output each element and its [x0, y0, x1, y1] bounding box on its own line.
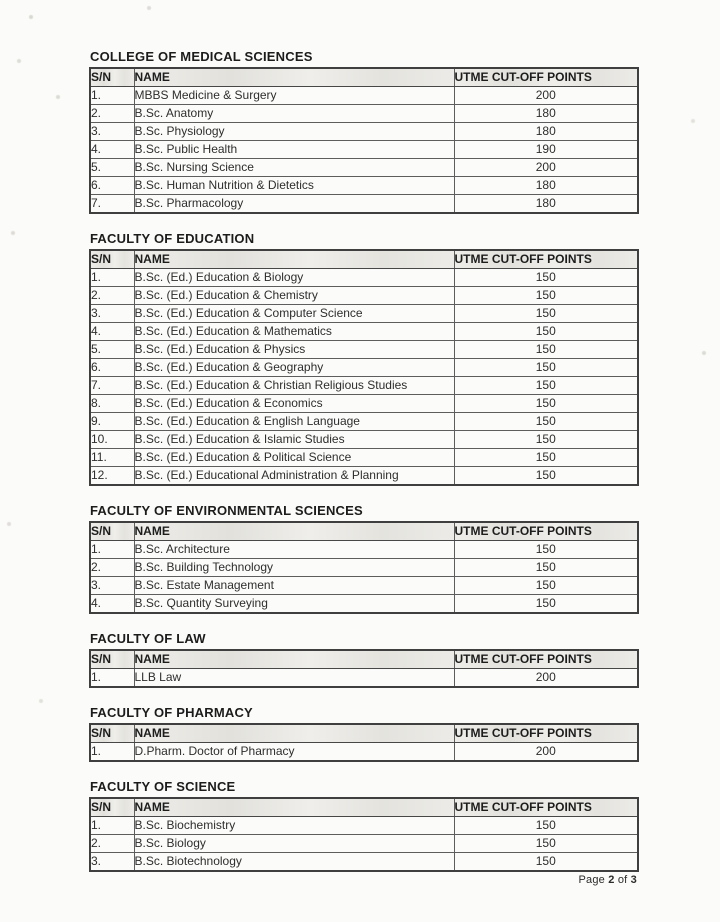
cell-programme-name: B.Sc. (Ed.) Education & Economics: [134, 395, 454, 413]
cell-cutoff-points: 150: [454, 341, 638, 359]
table-row: [90, 577, 638, 595]
column-header-name: NAME: [134, 522, 454, 541]
faculty-title: FACULTY OF PHARMACY: [90, 705, 253, 720]
cell-programme-name: B.Sc. Biology: [134, 835, 454, 853]
table-row: [90, 541, 638, 559]
cell-cutoff-points: 150: [454, 287, 638, 305]
cell-cutoff-points: 200: [454, 669, 638, 688]
column-header-sn: S/N: [90, 798, 134, 817]
table-row: [90, 269, 638, 287]
cell-programme-name: B.Sc. (Ed.) Education & Biology: [134, 269, 454, 287]
table-row: [90, 141, 638, 159]
cell-programme-name: D.Pharm. Doctor of Pharmacy: [134, 743, 454, 762]
table-row: [90, 467, 638, 486]
page-footer: [89, 874, 637, 886]
cell-programme-name: B.Sc. Biotechnology: [134, 853, 454, 872]
cell-programme-name: B.Sc. (Ed.) Education & Computer Science: [134, 305, 454, 323]
table-header-row: [90, 798, 638, 817]
cell-serial-number: 6.: [90, 359, 134, 377]
column-header-name: NAME: [134, 724, 454, 743]
table-header-row: [90, 250, 638, 269]
table-row: [90, 377, 638, 395]
faculty-title: FACULTY OF SCIENCE: [90, 779, 236, 794]
cell-serial-number: 12.: [90, 467, 134, 486]
cutoff-table: [89, 797, 639, 872]
cell-programme-name: B.Sc. Human Nutrition & Dietetics: [134, 177, 454, 195]
table-row: [90, 595, 638, 614]
cell-programme-name: B.Sc. (Ed.) Education & English Language: [134, 413, 454, 431]
cell-serial-number: 1.: [90, 743, 134, 762]
footer-total-pages: 3: [630, 874, 637, 886]
column-header-sn: S/N: [90, 68, 134, 87]
table-row: [90, 449, 638, 467]
faculty-title: FACULTY OF ENVIRONMENTAL SCIENCES: [90, 503, 363, 518]
cell-programme-name: B.Sc. Biochemistry: [134, 817, 454, 835]
table-row: [90, 159, 638, 177]
cell-programme-name: B.Sc. Nursing Science: [134, 159, 454, 177]
cell-cutoff-points: 150: [454, 359, 638, 377]
cell-programme-name: B.Sc. Pharmacology: [134, 195, 454, 214]
cell-cutoff-points: 200: [454, 743, 638, 762]
cell-cutoff-points: 150: [454, 467, 638, 486]
faculty-section: [89, 632, 637, 688]
cell-serial-number: 2.: [90, 105, 134, 123]
cell-serial-number: 7.: [90, 377, 134, 395]
column-header-points: UTME CUT-OFF POINTS: [454, 798, 638, 817]
faculty-section: [89, 706, 637, 762]
cutoff-table: [89, 249, 639, 486]
cell-programme-name: LLB Law: [134, 669, 454, 688]
column-header-sn: S/N: [90, 724, 134, 743]
table-header-row: [90, 522, 638, 541]
column-header-name: NAME: [134, 798, 454, 817]
cell-cutoff-points: 150: [454, 835, 638, 853]
table-row: [90, 559, 638, 577]
column-header-sn: S/N: [90, 250, 134, 269]
cutoff-table: [89, 521, 639, 614]
cell-serial-number: 1.: [90, 817, 134, 835]
cell-programme-name: B.Sc. (Ed.) Education & Islamic Studies: [134, 431, 454, 449]
cell-programme-name: B.Sc. (Ed.) Education & Mathematics: [134, 323, 454, 341]
cell-programme-name: B.Sc. Building Technology: [134, 559, 454, 577]
cell-cutoff-points: 190: [454, 141, 638, 159]
footer-of-label: of: [617, 874, 628, 886]
cell-programme-name: B.Sc. (Ed.) Education & Physics: [134, 341, 454, 359]
cell-programme-name: B.Sc. (Ed.) Education & Chemistry: [134, 287, 454, 305]
cutoff-table: [89, 649, 639, 688]
table-row: [90, 195, 638, 214]
cell-cutoff-points: 150: [454, 541, 638, 559]
faculty-section: [89, 50, 637, 214]
cell-serial-number: 4.: [90, 323, 134, 341]
cell-serial-number: 1.: [90, 87, 134, 105]
table-row: [90, 431, 638, 449]
table-row: [90, 835, 638, 853]
cell-cutoff-points: 150: [454, 853, 638, 872]
cell-programme-name: B.Sc. Architecture: [134, 541, 454, 559]
column-header-name: NAME: [134, 250, 454, 269]
cell-cutoff-points: 180: [454, 195, 638, 214]
cell-serial-number: 1.: [90, 669, 134, 688]
cell-serial-number: 9.: [90, 413, 134, 431]
cell-cutoff-points: 150: [454, 449, 638, 467]
cell-programme-name: MBBS Medicine & Surgery: [134, 87, 454, 105]
table-row: [90, 341, 638, 359]
cell-serial-number: 5.: [90, 159, 134, 177]
table-row: [90, 105, 638, 123]
table-row: [90, 87, 638, 105]
column-header-points: UTME CUT-OFF POINTS: [454, 724, 638, 743]
table-row: [90, 177, 638, 195]
cell-serial-number: 8.: [90, 395, 134, 413]
cell-serial-number: 6.: [90, 177, 134, 195]
cell-serial-number: 1.: [90, 269, 134, 287]
footer-page-number: 2: [608, 874, 615, 886]
cutoff-table: [89, 67, 639, 214]
cell-cutoff-points: 150: [454, 559, 638, 577]
footer-page-label: Page: [578, 874, 605, 886]
column-header-name: NAME: [134, 650, 454, 669]
cell-programme-name: B.Sc. (Ed.) Educational Administration & Planning: [134, 467, 454, 486]
column-header-points: UTME CUT-OFF POINTS: [454, 522, 638, 541]
cell-serial-number: 7.: [90, 195, 134, 214]
table-header-row: [90, 724, 638, 743]
scanned-page: [89, 50, 637, 890]
cell-cutoff-points: 150: [454, 377, 638, 395]
column-header-sn: S/N: [90, 650, 134, 669]
cell-cutoff-points: 150: [454, 323, 638, 341]
cell-serial-number: 4.: [90, 595, 134, 614]
cell-programme-name: B.Sc. Quantity Surveying: [134, 595, 454, 614]
cell-serial-number: 3.: [90, 577, 134, 595]
cell-serial-number: 1.: [90, 541, 134, 559]
faculty-section: [89, 780, 637, 872]
cell-cutoff-points: 150: [454, 595, 638, 614]
cell-serial-number: 2.: [90, 559, 134, 577]
cell-cutoff-points: 180: [454, 177, 638, 195]
table-row: [90, 287, 638, 305]
cell-serial-number: 2.: [90, 835, 134, 853]
cell-programme-name: B.Sc. Estate Management: [134, 577, 454, 595]
cell-programme-name: B.Sc. (Ed.) Education & Christian Religious Studies: [134, 377, 454, 395]
cell-cutoff-points: 150: [454, 395, 638, 413]
cell-serial-number: 3.: [90, 305, 134, 323]
cell-programme-name: B.Sc. Physiology: [134, 123, 454, 141]
table-row: [90, 305, 638, 323]
cell-serial-number: 10.: [90, 431, 134, 449]
table-row: [90, 853, 638, 872]
table-row: [90, 817, 638, 835]
table-row: [90, 395, 638, 413]
column-header-points: UTME CUT-OFF POINTS: [454, 68, 638, 87]
table-row: [90, 743, 638, 762]
column-header-points: UTME CUT-OFF POINTS: [454, 650, 638, 669]
cell-serial-number: 2.: [90, 287, 134, 305]
cutoff-table: [89, 723, 639, 762]
cell-cutoff-points: 180: [454, 123, 638, 141]
faculty-title: COLLEGE OF MEDICAL SCIENCES: [90, 49, 313, 64]
cell-programme-name: B.Sc. Anatomy: [134, 105, 454, 123]
cell-cutoff-points: 150: [454, 577, 638, 595]
cell-cutoff-points: 180: [454, 105, 638, 123]
table-row: [90, 359, 638, 377]
column-header-points: UTME CUT-OFF POINTS: [454, 250, 638, 269]
cell-programme-name: B.Sc. (Ed.) Education & Political Science: [134, 449, 454, 467]
faculty-section: [89, 504, 637, 614]
table-row: [90, 123, 638, 141]
cell-serial-number: 3.: [90, 123, 134, 141]
cell-serial-number: 11.: [90, 449, 134, 467]
column-header-sn: S/N: [90, 522, 134, 541]
cell-serial-number: 5.: [90, 341, 134, 359]
column-header-name: NAME: [134, 68, 454, 87]
table-row: [90, 669, 638, 688]
table-header-row: [90, 650, 638, 669]
cell-cutoff-points: 150: [454, 305, 638, 323]
faculty-section: [89, 232, 637, 486]
table-row: [90, 323, 638, 341]
cell-serial-number: 4.: [90, 141, 134, 159]
cell-cutoff-points: 150: [454, 817, 638, 835]
cell-programme-name: B.Sc. Public Health: [134, 141, 454, 159]
faculty-title: FACULTY OF LAW: [90, 631, 206, 646]
cell-cutoff-points: 150: [454, 431, 638, 449]
table-header-row: [90, 68, 638, 87]
table-row: [90, 413, 638, 431]
scan-noise-speckles: [0, 0, 2, 2]
cell-cutoff-points: 200: [454, 159, 638, 177]
cell-cutoff-points: 150: [454, 413, 638, 431]
cell-cutoff-points: 150: [454, 269, 638, 287]
faculty-title: FACULTY OF EDUCATION: [90, 231, 255, 246]
cell-serial-number: 3.: [90, 853, 134, 872]
cell-programme-name: B.Sc. (Ed.) Education & Geography: [134, 359, 454, 377]
cell-cutoff-points: 200: [454, 87, 638, 105]
